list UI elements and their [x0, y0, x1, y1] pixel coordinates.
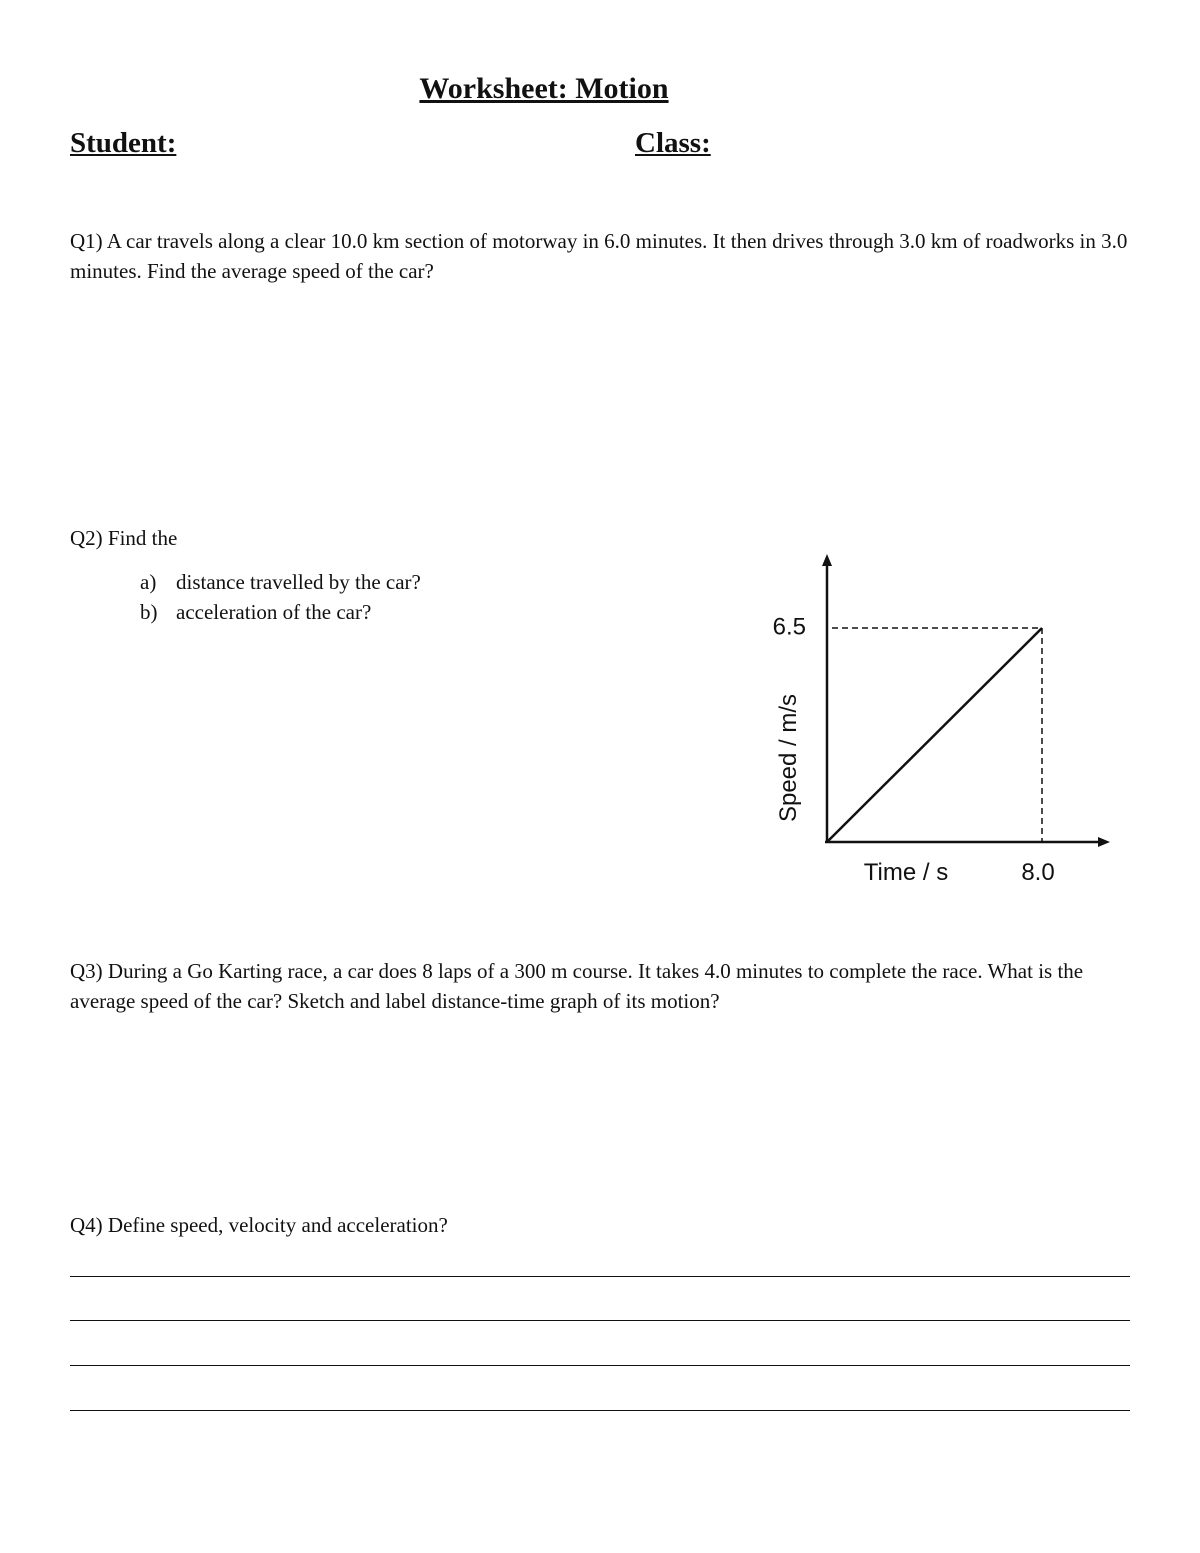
speed-time-graph: [760, 548, 1120, 893]
x-tick-label: 8.0: [1021, 859, 1055, 886]
y-tick-label: 6.5: [772, 613, 806, 641]
x-axis-label: Time / s: [863, 859, 949, 886]
question-2-intro: Q2) Find the: [70, 526, 178, 550]
x-axis-arrowhead: [1098, 837, 1110, 847]
question-1: Q1) A car travels along a clear 10.0 km section of motorway in 6.0 minutes. It then drives through 3.0 km of roadworks in 3.0 minutes. Find the average speed of the car?: [70, 229, 1128, 283]
question-3: Q3) During a Go Karting race, a car does 8 laps of a 300 m course. It takes 4.0 minutes to complete the race. What is the average speed of the car? Sketch and label distance-time graph of its motion?: [70, 959, 1084, 1013]
class-label: Class:: [635, 127, 711, 159]
item-text: acceleration of the car?: [176, 600, 372, 624]
answer-line[interactable]: [70, 1410, 1130, 1411]
question-2: [70, 523, 421, 627]
answer-line[interactable]: [70, 1320, 1130, 1321]
question-2-item-a: [70, 567, 421, 597]
question-4: Q4) Define speed, velocity and acceleration?: [70, 1213, 448, 1237]
answer-line[interactable]: [70, 1365, 1130, 1366]
question-2-item-b: [70, 597, 421, 627]
item-marker: b): [140, 600, 158, 624]
item-text: distance travelled by the car?: [176, 570, 421, 594]
item-marker: a): [140, 570, 157, 594]
page-title: Worksheet: Motion: [419, 72, 669, 105]
student-label: Student:: [70, 127, 177, 159]
y-axis-label: Speed / m/s: [775, 693, 802, 823]
answer-line[interactable]: [70, 1276, 1130, 1277]
series-line: [827, 628, 1042, 842]
